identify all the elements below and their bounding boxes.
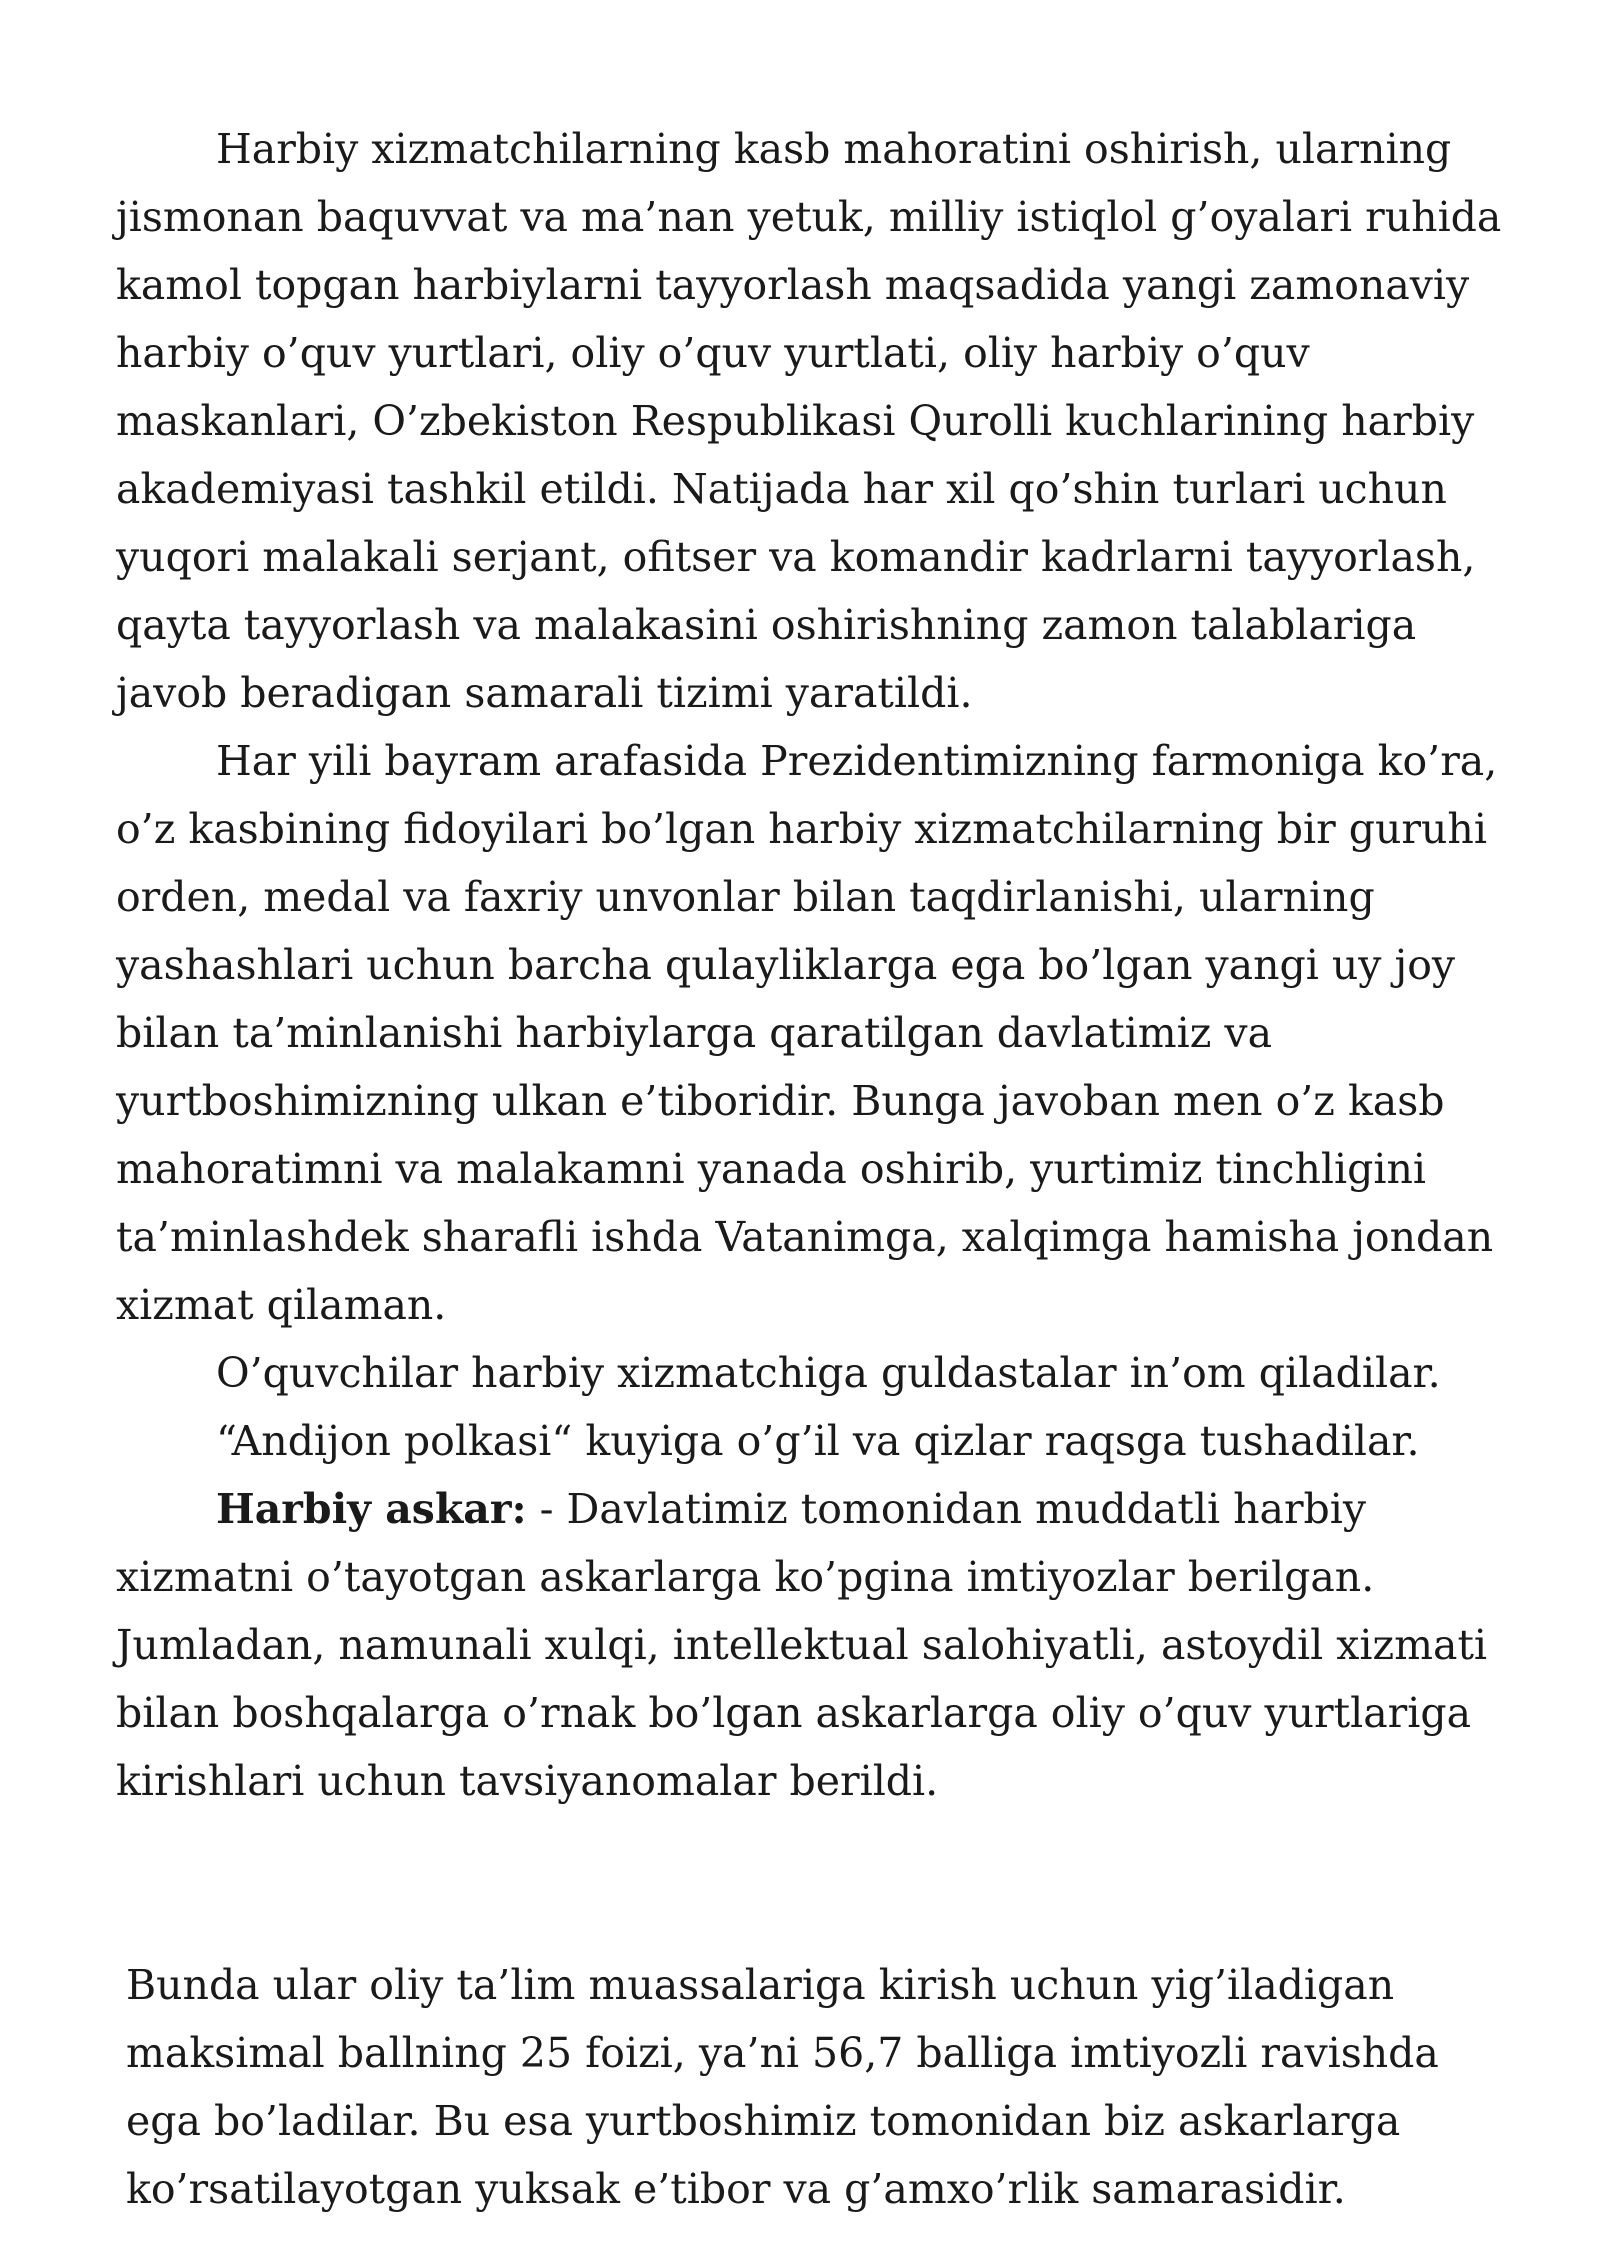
paragraph-5-text: - Davlatimiz tomonidan muddatli harbiy xizmatni o’tayotgan askarlarga ko’pgina imtiyozlar berilgan. Jumladan, namunali xulqi, intellektual salohiyatli, astoydil xizmati bilan boshqalarga o’rnak bo’lgan askarlarga oliy o’quv yurtlariga kirishlari uchun tavsiyanomalar berildi. [116, 1485, 1488, 1805]
paragraph-5 [116, 1475, 1511, 1815]
paragraph-gap [116, 1815, 1511, 1951]
paragraph-2: Har yili bayram arafasida Prezidentimizning farmoniga ko’ra, o’z kasbining fidoyilari bo’lgan harbiy xizmatchilarning bir guruhi orden, medal va faxriy unvonlar bilan taqdirlanishi, ularning yashashlari uchun barcha qulayliklarga ega bo’lgan yangi uy joy bilan ta’minlanishi harbiylarga qaratilgan davlatimiz va yurtboshimizning ulkan e’tiboridir. Bunga javoban men o’z kasb mahoratimni va malakamni yanada oshirib, yurtimiz tinchligini ta’minlashdek sharafli ishda Vatanimga, xalqimga hamisha jondan xizmat qilaman. [116, 737, 1498, 1329]
document-page [116, 115, 1511, 2223]
speaker-label: Harbiy askar: [216, 1485, 527, 1533]
paragraph-3: O’quvchilar harbiy xizmatchiga guldastalar in’om qiladilar. [216, 1349, 1441, 1397]
paragraph-4: “Andijon polkasi“ kuyiga o’g’il va qizlar raqsga tushadilar. [216, 1417, 1420, 1465]
paragraph-1: Harbiy xizmatchilarning kasb mahoratini oshirish, ularning jismonan baquvvat va ma’nan yetuk, milliy istiqlol g’oyalari ruhida kamol topgan harbiylarni tayyorlash maqsadida yangi zamonaviy harbiy o’quv yurtlari, oliy o’quv yurtlati, oliy harbiy o’quv maskanlari, O’zbekiston Respublikasi Qurolli kuchlarining harbiy akademiyasi tashkil etildi. Natijada har xil qo’shin turlari uchun yuqori malakali serjant, ofitser va komandir kadrlarni tayyorlash, qayta tayyorlash va malakasini oshirishning zamon talablariga javob beradigan samarali tizimi yaratildi. [116, 125, 1502, 717]
paragraph-6: Bunda ular oliy ta’lim muassalariga kirish uchun yig’iladigan maksimal ballning 25 foizi, ya’ni 56,7 balliga imtiyozli ravishda ega bo’ladilar. Bu esa yurtboshimiz tomonidan biz askarlarga ko’rsatilayotgan yuksak e’tibor va g’amxo’rlik samarasidir. [126, 1961, 1439, 2213]
